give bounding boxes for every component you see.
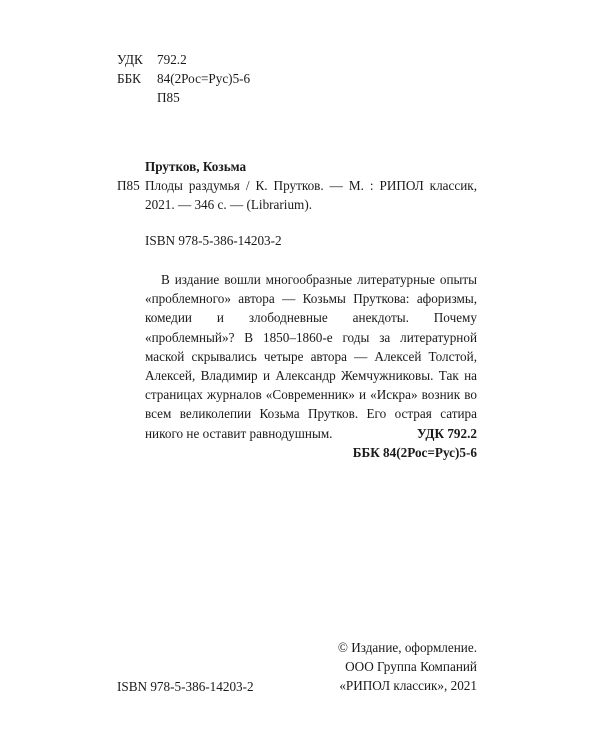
footer-isbn: ISBN 978-5-386-14203-2 [117, 679, 254, 694]
author-heading: Прутков, Козьма [145, 159, 247, 174]
cutter-spacer [117, 88, 157, 107]
copyright-line-1: © Издание, оформление. [337, 640, 477, 655]
udk-value: 792.2 [157, 52, 187, 67]
bottom-bbk: ББК 84(2Рос=Рус)5-6 [352, 445, 477, 461]
bibliographic-entry: Плоды раздумья / К. Прутков. — М. : РИПОЛ классик, 2021. — 346 с. — (Librarium). [145, 178, 477, 213]
annotation-paragraph: В издание вошли многообразные литературные опыты «проблемного» автора — Козьмы Пруткова: афоризмы, комедии и злободневные анекдоты. Почему «проблемный»? В 1850–1860-е годы за литературной маской скрывались четыре автора — Алексей Толстой, Алексей, Владимир и Александр Жемчужниковы. Так на страницах журналов «Современник» и «Искра» возник во всем великолепии Козьма Прутков. Его острая сатира никого не оставит равнодушным. [145, 272, 477, 441]
copyright-block [338, 638, 477, 696]
cutter-row [117, 88, 250, 107]
copyright-line-2: ООО Группа Компаний [345, 659, 477, 675]
bbk-label: ББК [117, 71, 141, 87]
udk-row [117, 50, 250, 69]
bbk-value: 84(2Рос=Рус)5-6 [157, 71, 251, 87]
record-isbn: ISBN 978-5-386-14203-2 [145, 233, 282, 248]
classification-header [117, 50, 250, 108]
bbk-row [117, 69, 250, 88]
udk-label: УДК [117, 52, 143, 67]
copyright-line-3: «РИПОЛ классик», 2021 [339, 678, 477, 694]
record-cutter-mark: П85 [117, 178, 140, 193]
cutter-mark: П85 [157, 90, 180, 106]
bottom-udk: УДК 792.2 [417, 426, 477, 441]
bottom-classification [353, 424, 477, 462]
